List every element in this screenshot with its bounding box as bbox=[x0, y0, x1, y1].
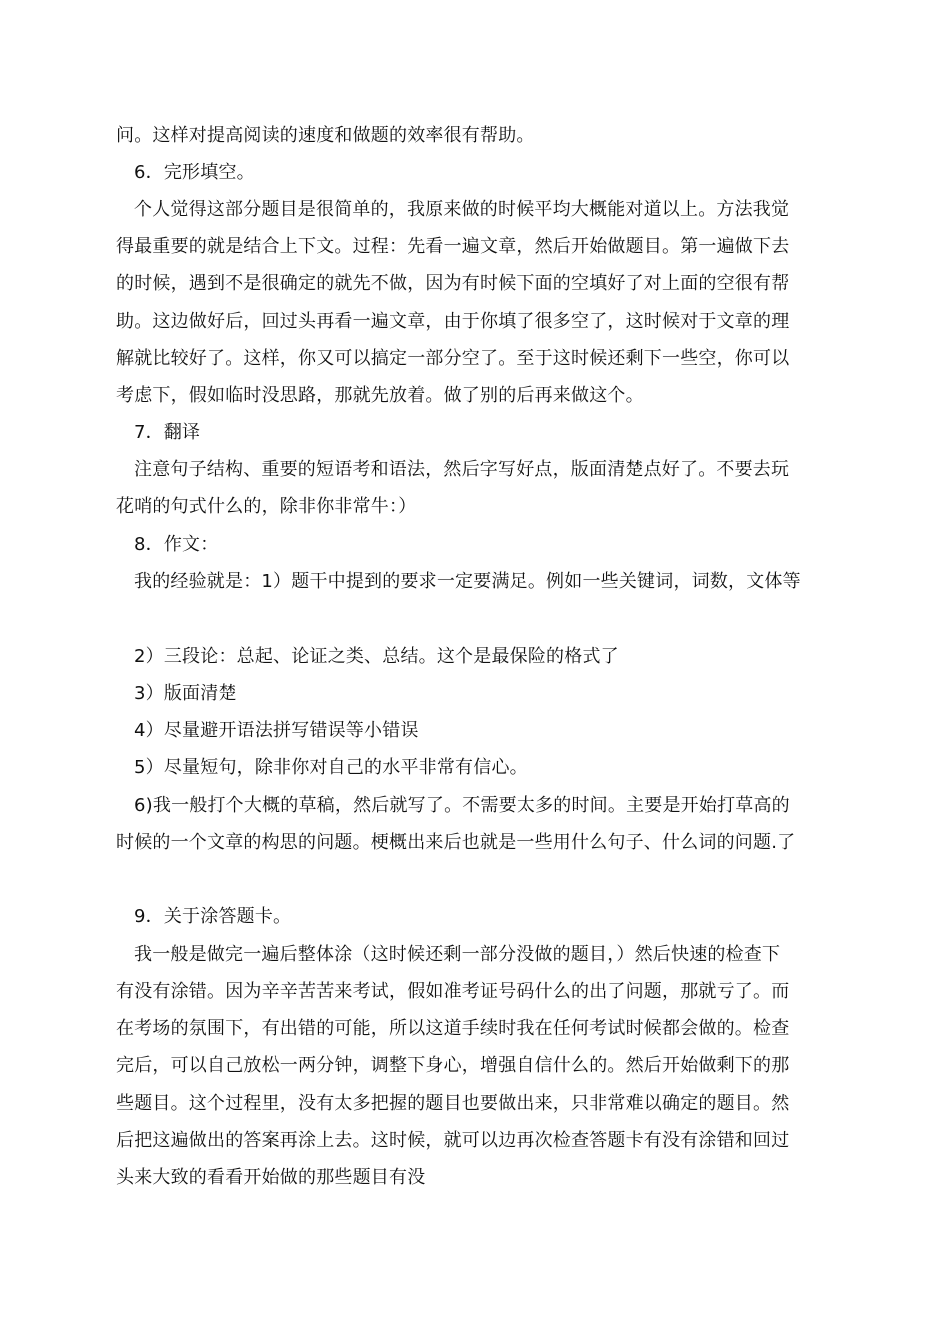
section-heading-writing: 8．作文： bbox=[134, 534, 219, 555]
section-heading-translation: 7．翻译 bbox=[134, 422, 201, 443]
paragraph-line: 我一般是做完一遍后整体涂（这时候还剩一部分没做的题目，）然后快速的检查下 bbox=[134, 944, 781, 965]
section-heading-answer-sheet: 9．关于涂答题卡。 bbox=[134, 906, 292, 927]
paragraph-line: 有没有涂错。因为辛辛苦苦来考试，假如准考证号码什么的出了问题，那就亏了。而 bbox=[116, 981, 790, 1002]
paragraph-line: 个人觉得这部分题目是很简单的，我原来做的时候平均大概能对道以上。方法我觉 bbox=[134, 199, 790, 220]
list-item: 5）尽量短句，除非你对自己的水平非常有信心。 bbox=[134, 757, 528, 778]
paragraph-line: 时候的一个文章的构思的问题。梗概出来后也就是一些用什么句子、什么词的问题.了 bbox=[116, 832, 796, 853]
paragraph-line: 些题目。这个过程里，没有太多把握的题目也要做出来，只非常难以确定的题目。然 bbox=[116, 1093, 790, 1114]
list-item: 6)我一般打个大概的草稿，然后就写了。不需要太多的时间。主要是开始打草高的 bbox=[134, 795, 790, 816]
paragraph-line: 花哨的句式什么的，除非你非常牛：） bbox=[116, 496, 417, 517]
paragraph-line: 我的经验就是：1）题干中提到的要求一定要满足。例如一些关键词，词数，文体等 bbox=[134, 571, 801, 592]
list-item: 3）版面清楚 bbox=[134, 683, 237, 704]
paragraph-line: 问。这样对提高阅读的速度和做题的效率很有帮助。 bbox=[116, 125, 535, 146]
list-item: 4）尽量避开语法拼写错误等小错误 bbox=[134, 720, 419, 741]
paragraph-line: 注意句子结构、重要的短语考和语法，然后字写好点，版面清楚点好了。不要去玩 bbox=[134, 459, 790, 480]
paragraph-line: 助。这边做好后，回过头再看一遍文章，由于你填了很多空了，这时候对于文章的理 bbox=[116, 311, 790, 332]
paragraph-line: 考虑下，假如临时没思路，那就先放着。做了别的后再来做这个。 bbox=[116, 385, 644, 406]
paragraph-line: 在考场的氛围下，有出错的可能，所以这道手续时我在任何考试时候都会做的。检查 bbox=[116, 1018, 790, 1039]
paragraph-line: 后把这遍做出的答案再涂上去。这时候，就可以边再次检查答题卡有没有涂错和回过 bbox=[116, 1130, 790, 1151]
list-item: 2）三段论：总起、论证之类、总结。这个是最保险的格式了 bbox=[134, 646, 619, 667]
paragraph-line: 头来大致的看看开始做的那些题目有没 bbox=[116, 1167, 426, 1188]
paragraph-line: 的时候，遇到不是很确定的就先不做，因为有时候下面的空填好了对上面的空很有帮 bbox=[116, 273, 790, 294]
paragraph-line: 完后，可以自己放松一两分钟，调整下身心，增强自信什么的。然后开始做剩下的那 bbox=[116, 1055, 790, 1076]
paragraph-line: 解就比较好了。这样，你又可以搞定一部分空了。至于这时候还剩下一些空，你可以 bbox=[116, 348, 790, 369]
paragraph-line: 得最重要的就是结合上下文。过程：先看一遍文章，然后开始做题目。第一遍做下去 bbox=[116, 236, 790, 257]
section-heading-cloze: 6．完形填空。 bbox=[134, 162, 255, 183]
